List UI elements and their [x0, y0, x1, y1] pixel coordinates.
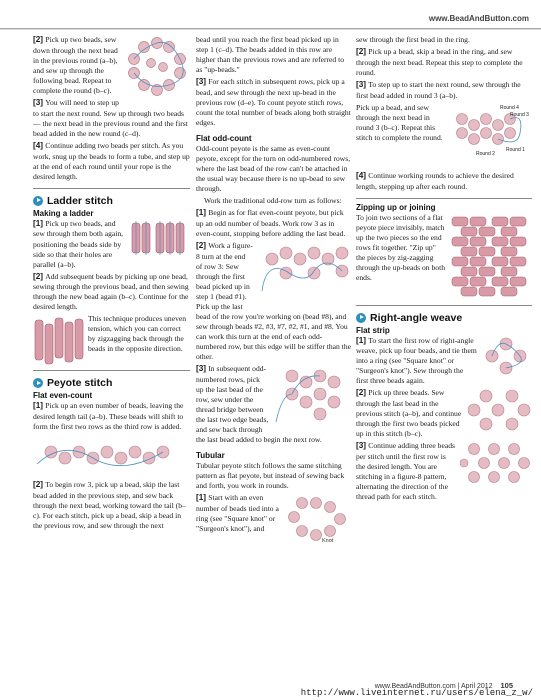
section-divider — [356, 198, 532, 199]
raw-heading — [356, 312, 532, 324]
footer-issue: April 2012 — [461, 683, 493, 690]
tubular-step-4: [4] Continue working rounds to achieve the desired length, stepping up after each round. — [356, 170, 514, 191]
step-number: [4] — [356, 170, 369, 180]
tubular-rounds-figure — [448, 103, 532, 169]
tubular-title: Tubular — [196, 450, 225, 460]
step-number: [3] — [356, 79, 369, 89]
odd-step-2: [2] Work a figure-8 turn at the end of row 3: Sew through the first bead picked up in step 1 (bead #1). Pick up the last bead of the row you're working on (bead #8), and sew through beads #2, #3, #7, #2, #1, and #8. You can work this turn at the end of each odd-numbered row, but this edge will be stiffer than the other. — [196, 240, 352, 361]
footer-url: www.BeadAndButton.com — [374, 683, 456, 690]
step-number: [1] — [196, 492, 209, 502]
header-url: www.BeadAndButton.com — [428, 14, 529, 23]
odd-count-title: Flat odd-count — [196, 133, 252, 143]
step-number: [4] — [33, 140, 46, 150]
raw-figure-3 — [460, 441, 532, 487]
zipping-title: Zipping up or joining — [356, 202, 436, 212]
tubular-cont-1: sew through the first bead in the ring. — [356, 35, 470, 44]
step-number: [3] — [356, 441, 369, 451]
round-1-label: Round 1 — [506, 146, 525, 153]
peyote-heading — [33, 377, 190, 389]
ladder-figure-1 — [128, 219, 190, 259]
step-number: [1] — [356, 335, 369, 345]
raw-step-1: [1] To start the first row of right-angle weave, pick up four beads, and tie them into a ring (see "Square knot" or "Surgeon's knot"). Sew through the first three beads again. — [356, 335, 477, 386]
odd-step-3: [3] In subsequent odd-numbered rows, pick up the last bead of the row, sew under the thread bridge between the last two edge beads, and sew back through the last bead added to begin the next row. — [196, 363, 322, 444]
play-bullet-icon — [356, 313, 366, 323]
play-bullet-icon — [33, 196, 43, 206]
raw-figure-1 — [480, 336, 532, 376]
column-1 — [33, 35, 190, 533]
round-2-label: Round 2 — [476, 150, 495, 157]
text-step-3: [3] You will need to step up to start the next round. Sew up through two beads — the next bead in the previous round and the first bead added in the new round (c–d). — [33, 97, 188, 138]
odd-work: Work the traditional odd-row turn as follows: — [204, 196, 342, 206]
tubular-herringbone-figure — [124, 35, 190, 97]
section-divider — [33, 188, 190, 189]
step-number: [3] — [196, 77, 209, 87]
odd-turn-figure — [272, 364, 352, 426]
ladder-step-1: [1] Pick up two beads, and sew through them both again, positioning the beads side by side so that their holes are parallel (a–b). — [33, 218, 124, 269]
ladder-figure-2 — [33, 314, 85, 368]
odd-count-figure — [256, 241, 352, 301]
page-number: 105 — [500, 681, 513, 690]
footer-sep: | — [457, 683, 461, 690]
raw-title: Right-angle weave — [370, 311, 463, 324]
round-3-label: Round 3 — [510, 111, 529, 118]
column-3 — [356, 35, 532, 504]
ladder-step-2: [2] Add subsequent beads by picking up one bead, sewing through the previous bead, and then sewing through the new bead again (b–c). Continue for the desired length. — [33, 271, 189, 312]
odd-intro: Odd-count peyote is the same as even-count peyote, except for the turn on odd-numbered rows, where the last bead of the row can't be attached in the usual way because there is no up-bead to sew through. — [196, 143, 351, 194]
tubular-step-3b: Pick up a bead, and sew through the next bead in round 3 (b–c). Repeat this stitch to complete the round. — [356, 102, 443, 142]
peyote-even-figure — [33, 434, 183, 476]
tubular-step-1: [1] Start with an even number of beads tied into a ring (see "Square knot" or "Surgeon's knot"), and — [196, 492, 279, 533]
header-rule — [0, 28, 541, 30]
step-number: [2] — [33, 480, 46, 490]
step-number: [2] — [356, 388, 369, 398]
step-number: [2] — [356, 47, 369, 57]
step-number: [3] — [196, 363, 209, 373]
zipping-figure — [448, 213, 532, 303]
text-step-2: [2] Pick up two beads, sew down through the next bead in the previous round (a–b), and sew up through the following bead. Repeat to complete the round (b–c). — [33, 35, 118, 95]
peyote-title: Peyote stitch — [47, 377, 113, 390]
play-bullet-icon — [33, 378, 43, 388]
peyote-step-1: [1] Pick up an even number of beads, leaving the desired length tail (a–b). These beads will shift to form the first two rows as the third row is added. — [33, 401, 184, 432]
peyote-step-2: [2] To begin row 3, pick up a bead, skip the last bead added in the previous step, and sew back through the next bead, working toward the tail (b–c). For each stitch, pick up a bead, skip a bead in the previous row, and sew through the next — [33, 480, 186, 531]
section-divider — [33, 370, 190, 371]
step-number: [2] — [33, 271, 46, 281]
ladder-heading — [33, 195, 190, 207]
watermark-url: http://www.liveinternet.ru/users/elena_z_w/ — [300, 688, 533, 698]
tubular-step-3: [3] To step up to start the next round, sew through the first bead added in round 3 (a–b). — [356, 79, 521, 100]
raw-figure-2 — [468, 388, 532, 434]
peyote-cont-1: bead until you reach the first bead picked up in step 1 (c–d). The beads added in this row are higher than the previous rows and are referred to as "up-beads." — [196, 35, 345, 75]
section-divider — [356, 305, 532, 306]
ladder-subtitle: Making a ladder — [33, 208, 94, 218]
tubular-knot-figure — [286, 493, 352, 543]
knot-label: Knot — [322, 537, 334, 543]
step-number: [2] — [33, 35, 46, 44]
step-number: [1] — [33, 401, 46, 411]
raw-step-3: [3] Continue adding three beads per stitch until the first row is the desired length. You are stitching in a figure-8 pattern, alternating the direction of the thread path for each stitch. — [356, 441, 455, 502]
text-step-4: [4] Continue adding two beads per stitch. As you work, snug up the beads to form a tube, and step up at the end of each round until your rope is the desired length. — [33, 140, 190, 181]
peyote-step-3: [3] For each stitch in subsequent rows, pick up a bead, and sew through the next up-bead in the previous row (d–e). To count peyote stitch rows, count the total number of beads along both straight edges. — [196, 77, 351, 127]
tubular-step-2: [2] Pick up a bead, skip a bead in the ring, and sew through the next bead. Repeat this step to complete the round. — [356, 47, 523, 77]
odd-step-1: [1] Begin as for flat even-count peyote, but pick up an odd number of beads. Work row 3 as in even-count, stopping before adding the last bead. — [196, 208, 346, 238]
raw-step-2: [2] Pick up three beads. Sew through the last bead in the previous stitch (a–b), and continue through the first two beads picked up in this stitch (b–c). — [356, 388, 462, 439]
round-4-label: Round 4 — [500, 104, 519, 111]
raw-subtitle: Flat strip — [356, 325, 390, 335]
ladder-step-3: This technique produces uneven tension, which you can correct by zigzagging back through the beads in the opposite direction. — [88, 314, 187, 354]
peyote-subtitle: Flat even-count — [33, 391, 93, 401]
step-number: [1] — [196, 208, 209, 218]
tubular-intro: Tubular peyote stitch follows the same stitching pattern as flat peyote, but instead of sewing back and forth, you work in rounds. — [196, 460, 345, 490]
column-2 — [196, 35, 352, 545]
zipping-text: To join two sections of a flat peyote piece invisibly, match up the two pieces so the end rows fit together. "Zip up" the pieces by zig-zagging through the up-beads on both ends. — [356, 212, 446, 282]
ladder-title: Ladder stitch — [47, 194, 113, 207]
step-number: [2] — [196, 240, 209, 250]
step-number: [1] — [33, 218, 46, 228]
step-number: [3] — [33, 97, 46, 107]
